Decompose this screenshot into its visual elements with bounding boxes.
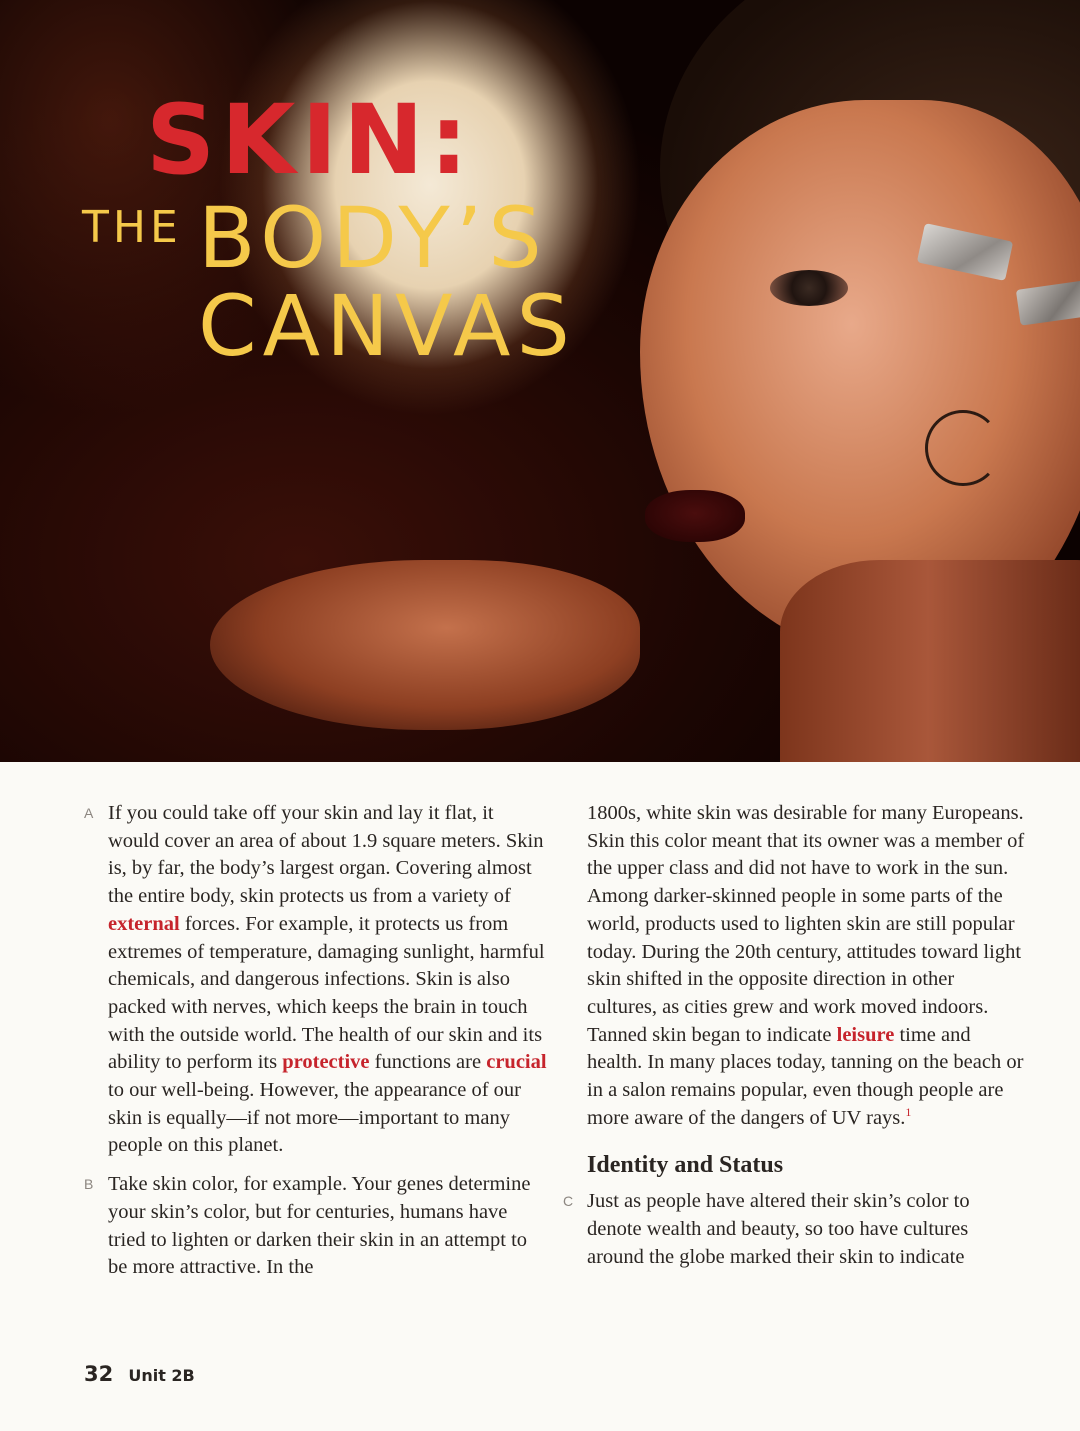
paragraph-c bbox=[563, 1188, 1027, 1271]
paragraph-text: time and health. In many places today, tanning on the beach or in a salon remains popular, even though people are more aware of the dangers of UV rays. bbox=[587, 1023, 1024, 1129]
hair-curl-shape bbox=[925, 410, 1001, 486]
paragraph-letter: B bbox=[84, 1176, 94, 1193]
paragraph-text: If you could take off your skin and lay it flat, it would cover an area of about 1.9 square meters. Skin is, by far, the body’s largest organ. Covering almost the entire body, skin protects us from a variety of bbox=[108, 802, 544, 908]
section-heading: Identity and Status bbox=[587, 1152, 784, 1179]
paragraph-b bbox=[84, 1171, 548, 1282]
title-canvas: CANVAS bbox=[198, 277, 576, 375]
paragraph-letter: A bbox=[84, 805, 94, 821]
text-column-left bbox=[84, 800, 548, 1293]
title-the: THE bbox=[82, 202, 182, 253]
paragraph-text: 1800s, white skin was desirable for many Europeans. Skin this color meant that its owner was a member of the upper class and did not have to work in the sun. Among darker-skinned people in some parts of the world, products used to lighten skin are still popular today. During the 20th century, attitudes toward light skin shifted in the opposite direction in other cultures, as cities grew and work moved indoors. Tanned skin began to indicate bbox=[587, 802, 1025, 1046]
keyword-protective: protective bbox=[282, 1051, 370, 1074]
footnote-marker[interactable]: 1 bbox=[905, 1104, 912, 1119]
eye-shape bbox=[770, 270, 848, 306]
hand-shape bbox=[210, 560, 640, 730]
paragraph-text: to our well-being. However, the appearance of our skin is equally—if not more—important to many people on this planet. bbox=[108, 1079, 521, 1157]
paragraph-b-continued bbox=[587, 800, 1027, 1132]
keyword-crucial: crucial bbox=[486, 1051, 547, 1074]
unit-label: Unit 2B bbox=[128, 1366, 195, 1385]
paragraph-text: forces. For example, it protects us from extremes of temperature, damaging sunlight, harmful chemicals, and dangerous infections. Skin is also packed with nerves, which keeps the brain in touch with the outside world. The health of our skin and its ability to perform its bbox=[108, 912, 545, 1074]
title-skin: SKIN: bbox=[146, 84, 474, 196]
page-number: 32 bbox=[84, 1362, 114, 1386]
text-column-right bbox=[563, 800, 1027, 1283]
neck-shape bbox=[780, 560, 1080, 762]
paragraph-letter: C bbox=[563, 1193, 574, 1210]
title-bodys: BODY’S bbox=[198, 189, 548, 287]
keyword-leisure: leisure bbox=[836, 1023, 895, 1046]
paragraph-text: Take skin color, for example. Your genes determine your skin’s color, but for centuries, humans have tried to lighten or darken their skin in an attempt to be more attractive. In the bbox=[108, 1173, 531, 1279]
lips-shape bbox=[645, 490, 745, 542]
paragraph-text: Just as people have altered their skin’s color to denote wealth and beauty, so too have cultures around the globe marked their skin to indicate bbox=[587, 1190, 970, 1268]
paragraph-text: functions are bbox=[369, 1051, 487, 1074]
page-footer bbox=[84, 1362, 195, 1386]
keyword-external: external bbox=[108, 912, 180, 935]
paragraph-a bbox=[84, 800, 548, 1160]
